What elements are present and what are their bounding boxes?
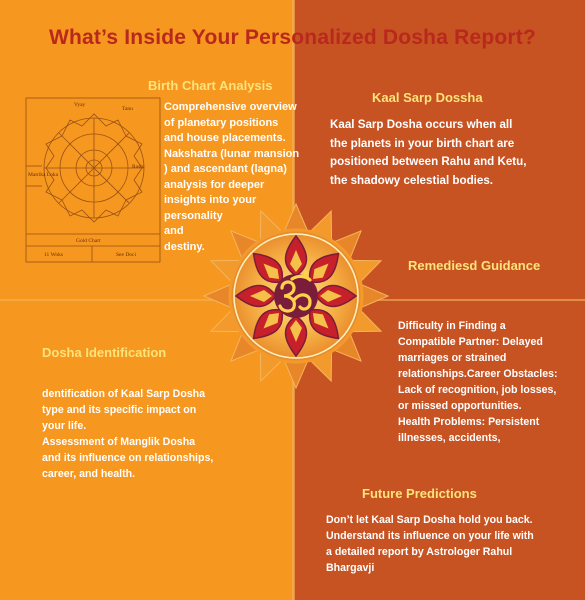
birth-chart-text	[164, 100, 304, 255]
chart-label-top: Vyay	[74, 102, 86, 108]
om-bindu-icon	[303, 270, 308, 275]
remedies-text	[398, 318, 576, 446]
text-line: insights into your	[164, 194, 257, 206]
birth-chart-heading: Birth Chart Analysis	[148, 78, 273, 93]
kaal-sarp-text	[330, 116, 570, 190]
text-line: the shadowy celestial bodies.	[330, 173, 494, 187]
text-line: positioned between Rahu and Ketu,	[330, 155, 527, 168]
text-line: Bhargavji	[326, 562, 375, 574]
text-line: Compatible Partner: Delayed	[398, 336, 543, 348]
text-line: type and its specific impact on	[42, 404, 197, 416]
text-line: Difficulty in Finding a	[398, 320, 506, 332]
chart-label-left-box: Matrika Loka	[28, 172, 59, 178]
kaal-sarp-heading: Kaal Sarp Dossha	[372, 90, 483, 105]
text-line: analysis for deeper	[164, 178, 265, 191]
dosha-identification-text	[42, 386, 242, 482]
text-line: Don’t let Kaal Sarp Dosha hold you back.	[326, 514, 533, 526]
text-line: personality	[164, 209, 223, 222]
text-line: of planetary positions	[164, 116, 279, 129]
text-line: relationships.Career Obstacles:	[398, 368, 558, 380]
text-line: your life.	[42, 420, 87, 432]
text-line: ) and ascendant (lagna)	[164, 163, 287, 175]
text-line: dentification of Kaal Sarp Dosha	[42, 388, 206, 400]
text-line: and its influence on relationships,	[42, 452, 214, 464]
text-line: illnesses, accidents,	[398, 432, 501, 444]
birth-chart-diagram	[24, 96, 162, 264]
text-line: and	[164, 225, 184, 237]
text-line: or missed opportunities.	[398, 400, 522, 412]
text-line: Understand its influence on your life with	[326, 530, 534, 542]
text-line: Lack of recognition, job losses,	[398, 384, 557, 396]
text-line: the planets in your birth chart are	[330, 136, 515, 150]
text-line: career, and health.	[42, 468, 136, 480]
text-line: a detailed report by Astrologer Rahul	[326, 546, 513, 558]
chart-label-bottom-right: See Doci	[116, 252, 137, 258]
dosha-identification-heading: Dosha Identification	[42, 345, 167, 360]
text-line: Kaal Sarp Dosha occurs when all	[330, 118, 513, 131]
text-line: Health Problems: Persistent	[398, 416, 540, 428]
page-title: What’s Inside Your Personalized Dosha Report?	[48, 26, 537, 49]
text-line: Nakshatra (lunar mansion	[164, 147, 300, 160]
text-line: destiny.	[164, 240, 205, 253]
text-line: Assessment of Manglik Dosha	[42, 436, 196, 448]
chart-label-bottom-line: Gold Chart	[76, 238, 101, 244]
text-line: marriages or strained	[398, 352, 507, 364]
future-predictions-text	[326, 512, 566, 576]
chart-label-right-box: Rashi	[132, 164, 145, 170]
chart-label-top-right: Tanu	[122, 106, 133, 112]
future-predictions-heading: Future Predictions	[362, 486, 477, 501]
text-line: and house placements.	[164, 132, 286, 144]
text-line: Comprehensive overview	[164, 101, 297, 113]
chart-label-bottom-left: 11 Woks	[44, 252, 63, 258]
remedies-heading: Remediesd Guidance	[408, 258, 541, 273]
